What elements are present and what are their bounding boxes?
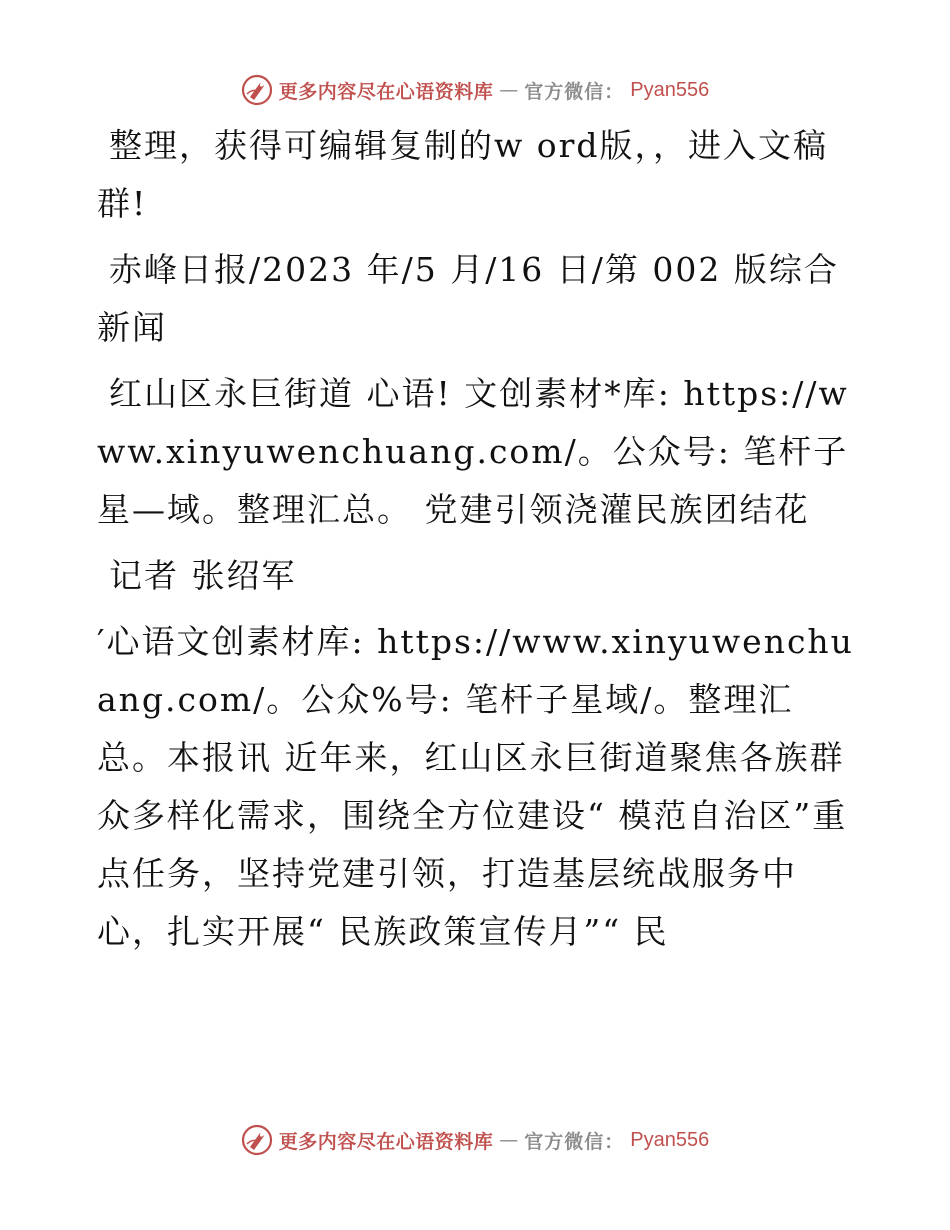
watermark-official-label: 官方微信： xyxy=(524,1130,625,1153)
pen-nib-logo-icon xyxy=(241,74,273,106)
watermark-brand-text: 更多内容尽在心语资料库 xyxy=(278,1130,494,1153)
watermark-wechat-id: Pyan556 xyxy=(630,78,710,101)
paragraph-byline: 记者 张绍军 xyxy=(109,556,297,595)
paragraph-headline: 红山区永巨街道 心语! 文创素材*库: https://www.xinyuwenchuang.com/。公众号: 笔杆子星—域。整理汇总。 党建引领浇灌民族团结花 xyxy=(97,374,849,529)
watermark-official-label: 官方微信： xyxy=(524,80,625,103)
paragraph-source-line: 赤峰日报/2023 年/5 月/16 日/第 002 版综合新闻 xyxy=(97,250,839,347)
paragraph-body: ′心语文创素材库: https://www.xinyuwenchuang.com/。公众%号: 笔杆子星域/。整理汇总。本报讯 近年来，红山区永巨街道聚焦各族群众多样化需求，围绕全方位建设“ 模范自治区”重点任务，坚持党建引领，打造基层统战服务中心，扎实开展“ 民族政策宣传月”“ 民 xyxy=(97,622,854,951)
watermark-brand-text: 更多内容尽在心语资料库 xyxy=(278,80,494,103)
header-watermark xyxy=(0,70,950,110)
paragraph-intro: 整理，获得可编辑复制的w ord版，，进入文稿群! xyxy=(97,126,829,223)
pen-nib-logo-icon xyxy=(241,1124,273,1156)
footer-watermark xyxy=(0,1120,950,1160)
watermark-dash: — xyxy=(499,79,519,101)
document-body xyxy=(97,117,857,969)
watermark-wechat-id: Pyan556 xyxy=(630,1128,710,1151)
watermark-dash: — xyxy=(499,1129,519,1151)
